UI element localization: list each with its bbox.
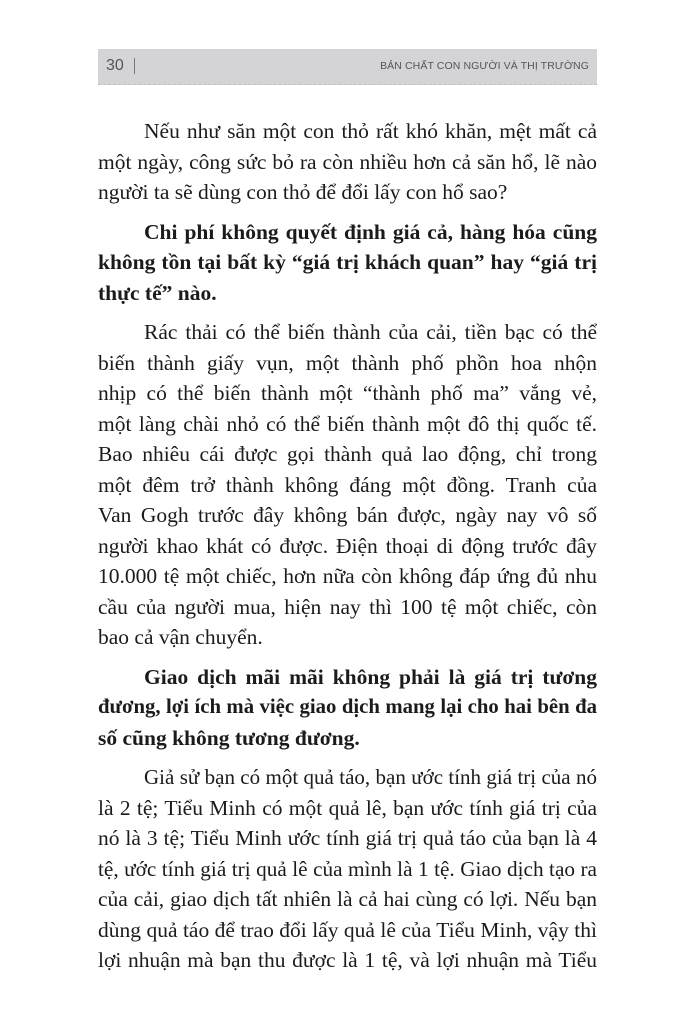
text-line: của cải, giao dịch tất nhiên là cả hai cùng có lợi. Nếu bạn	[98, 887, 597, 911]
text-line: không tồn tại bất kỳ “giá trị khách quan” hay “giá trị	[98, 250, 597, 274]
text-line: cầu của người mua, hiện nay thì 100 tệ một chiếc, còn	[98, 594, 597, 619]
text-line: đương, lợi ích mà việc giao dịch mang lại cho hai bên đa	[98, 696, 597, 718]
text-line: biến thành giấy vụn, một thành phố phồn hoa nhộn	[98, 350, 597, 375]
text-line: một ngày, công sức bỏ ra còn nhiều hơn cả săn hổ, lẽ nào	[98, 149, 597, 174]
text-line: nó là 3 tệ; Tiểu Minh ước tính giá trị quả táo của bạn là 4	[98, 826, 597, 850]
text-line: Giả sử bạn có một quả táo, bạn ước tính giá trị của nó	[144, 765, 597, 789]
text-line: nhịp có thể biến thành một “thành phố ma” vắng vẻ,	[98, 381, 597, 405]
text-line: dùng quả táo để trao đổi lấy quả lê của Tiểu Minh, vậy thì	[98, 917, 597, 942]
text-line: tệ, ước tính giá trị quả lê của mình là 1 tệ. Giao dịch tạo ra	[98, 856, 597, 881]
paragraph-value-change	[98, 317, 597, 653]
page-body	[98, 116, 597, 976]
text-line: người ta sẽ dùng con thỏ để đổi lấy con hổ sao?	[98, 180, 508, 204]
text-line: một làng chài nhỏ có thể biến thành một đô thị quốc tế.	[98, 411, 597, 436]
running-title: BẢN CHẤT CON NGƯỜI VÀ THỊ TRƯỜNG	[380, 60, 589, 72]
bold-statement-trade	[98, 662, 597, 754]
text-line: người khao khát có được. Điện thoại di động trước đây	[98, 533, 597, 558]
text-line: bao cả vận chuyển.	[98, 625, 263, 649]
text-line: Chi phí không quyết định giá cả, hàng hóa cũng	[144, 219, 597, 244]
page-number: 30	[106, 57, 124, 74]
text-line: số cũng không tương đương.	[98, 725, 360, 750]
paragraph-apple-pear-example	[98, 762, 597, 976]
header-divider	[134, 58, 135, 74]
running-header	[98, 49, 597, 85]
text-line: một đêm trở thành không đáng một đồng. Tranh của	[98, 472, 597, 497]
bold-statement-cost	[98, 217, 597, 309]
text-line: là 2 tệ; Tiểu Minh có một quả lê, bạn ước tính giá trị của	[98, 795, 597, 820]
text-line: Rác thải có thể biến thành của cải, tiền bạc có thể	[144, 320, 597, 344]
text-line: Bao nhiêu cái được gọi thành quả lao động, chỉ trong	[98, 442, 597, 466]
text-line: Van Gogh trước đây không bán được, ngày nay vô số	[98, 503, 597, 527]
paragraph-rabbit-tiger	[98, 116, 597, 208]
text-line: thực tế” nào.	[98, 280, 217, 305]
text-line: 10.000 tệ một chiếc, hơn nữa còn không đáp ứng đủ nhu	[98, 564, 597, 588]
text-line: Giao dịch mãi mãi không phải là giá trị tương	[144, 664, 597, 689]
text-line: lợi nhuận mà bạn thu được là 1 tệ, và lợi nhuận mà Tiểu	[98, 948, 597, 972]
text-line: Nếu như săn một con thỏ rất khó khăn, mệt mất cả	[144, 119, 597, 143]
